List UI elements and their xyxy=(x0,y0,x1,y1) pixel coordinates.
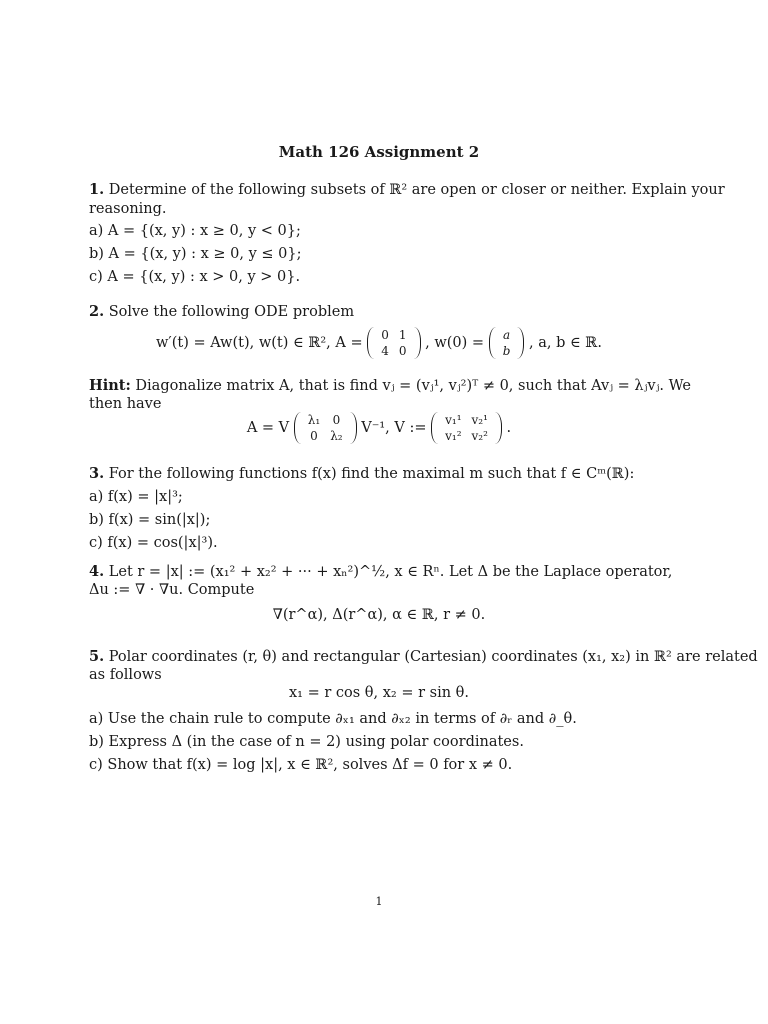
page-title: Math 126 Assignment 2 xyxy=(278,143,480,161)
problem-5-line-1 xyxy=(89,648,758,666)
matrix-v-cell: v₁¹ xyxy=(445,413,462,427)
matrix-lambda-cell: λ₁ xyxy=(307,413,321,427)
problem-1-number: 1. xyxy=(89,181,105,198)
matrix-lambda-cell: 0 xyxy=(332,413,341,427)
matrix-a-cell: 1 xyxy=(398,328,407,342)
problem-5-part-b: b) Express Δ (in the case of n = 2) using polar coordinates. xyxy=(89,734,524,750)
problem-5-part-c: c) Show that f(x) = log |x|, x ∈ ℝ², solves Δf = 0 for x ≠ 0. xyxy=(89,757,513,773)
eq2-right: . xyxy=(506,420,512,436)
problem-3-line-1 xyxy=(89,465,634,483)
vector-cell: b xyxy=(502,344,511,358)
problem-3-part-a: a) f(x) = |x|³; xyxy=(89,489,183,505)
eq-right: , a, b ∈ ℝ. xyxy=(528,335,602,351)
matrix-a-cell: 0 xyxy=(398,344,407,358)
problem-5-equation: x₁ = r cos θ, x₂ = r sin θ. xyxy=(288,685,469,701)
matrix-v-cell: v₂¹ xyxy=(471,413,488,427)
problem-3-part-b: b) f(x) = sin(|x|); xyxy=(89,512,211,528)
hint-text: Diagonalize matrix A, that is find vⱼ = (vⱼ¹, vⱼ²)ᵀ ≠ 0, such that Avⱼ = λⱼvⱼ. We xyxy=(135,378,691,394)
hint-label: Hint: xyxy=(89,377,131,394)
problem-3-text: For the following functions f(x) find the maximal m such that f ∈ Cᵐ(ℝ): xyxy=(108,466,635,482)
matrix-v-cell: v₂² xyxy=(471,429,488,443)
matrix-lambda-cell: 0 xyxy=(310,429,318,443)
page-number: 1 xyxy=(375,895,383,908)
problem-3-part-c: c) f(x) = cos(|x|³). xyxy=(89,535,218,551)
problem-5-text: Polar coordinates (r, θ) and rectangular (Cartesian) coordinates (x₁, x₂) in ℝ² are related xyxy=(108,649,758,665)
problem-2-number: 2. xyxy=(89,303,105,320)
problem-2-equation xyxy=(89,327,669,359)
problem-3-number: 3. xyxy=(89,465,105,482)
hint-line-2: then have xyxy=(89,396,162,412)
problem-1-part-c: c) A = {(x, y) : x > 0, y > 0}. xyxy=(89,269,301,285)
problem-4-line-2: Δu := ∇ · ∇u. Compute xyxy=(89,582,255,598)
matrix-a-cell: 0 xyxy=(381,328,389,342)
problem-5-line-2: as follows xyxy=(89,667,162,683)
problem-5-number: 5. xyxy=(89,648,105,665)
problem-5-part-a: a) Use the chain rule to compute ∂ₓ₁ and ∂ₓ₂ in terms of ∂ᵣ and ∂_θ. xyxy=(89,711,577,727)
problem-4-text: Let r = |x| := (x₁² + x₂² + ··· + xₙ²)^½, x ∈ Rⁿ. Let Δ be the Laplace operator, xyxy=(108,564,673,580)
matrix-a-cell: 4 xyxy=(381,344,389,358)
eq-mid: , w(0) = xyxy=(425,335,485,351)
problem-1-part-a: a) A = {(x, y) : x ≥ 0, y < 0}; xyxy=(89,223,301,239)
matrix-v-cell: v₁² xyxy=(445,429,462,443)
matrix-v xyxy=(431,412,502,444)
problem-1-text: Determine of the following subsets of ℝ² are open or closer or neither. Explain your xyxy=(108,182,725,198)
vector-cell: a xyxy=(502,328,511,342)
problem-1-part-b: b) A = {(x, y) : x ≥ 0, y ≤ 0}; xyxy=(89,246,302,262)
matrix-a xyxy=(367,327,420,359)
hint-line-1 xyxy=(89,377,691,395)
problem-4-line-1 xyxy=(89,563,672,581)
eq2-left: A = V xyxy=(246,420,290,436)
matrix-lambda xyxy=(294,412,357,444)
problem-4-number: 4. xyxy=(89,563,105,580)
vector-w0 xyxy=(489,327,525,359)
eq-left: w′(t) = Aw(t), w(t) ∈ ℝ², A = xyxy=(156,335,363,351)
problem-1-line-2: reasoning. xyxy=(89,201,167,217)
hint-equation xyxy=(89,412,669,444)
problem-1-line-1 xyxy=(89,181,725,199)
matrix-lambda-cell: λ₂ xyxy=(330,429,343,443)
problem-2-text: Solve the following ODE problem xyxy=(108,304,355,320)
eq2-mid: V⁻¹, V := xyxy=(361,420,427,436)
problem-2-line-1 xyxy=(89,303,354,321)
problem-4-equation: ∇(r^α), Δ(r^α), α ∈ ℝ, r ≠ 0. xyxy=(272,607,486,623)
